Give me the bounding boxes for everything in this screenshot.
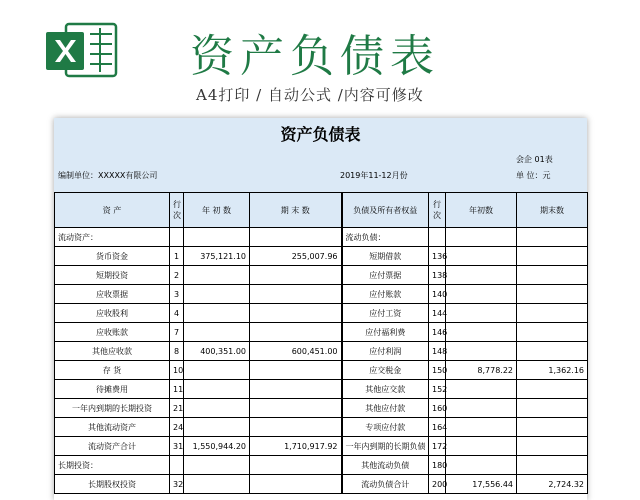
liability-line-no: 172 [429, 437, 446, 456]
asset-line-no: 31 [170, 437, 184, 456]
table-row [55, 247, 588, 266]
asset-end [250, 475, 342, 494]
table-row [55, 228, 588, 247]
liability-end [517, 228, 588, 247]
liability-name: 应付利润 [342, 342, 429, 361]
asset-name: 其他应收款 [55, 342, 170, 361]
asset-end [250, 228, 342, 247]
sheet-title: 资产负债表 [280, 125, 361, 144]
asset-line-no: 32 [170, 475, 184, 494]
asset-end [250, 456, 342, 475]
asset-begin [184, 285, 250, 304]
asset-line-no: 7 [170, 323, 184, 342]
table-row [55, 361, 588, 380]
asset-name: 应收票据 [55, 285, 170, 304]
col-begin-2: 年初数 [446, 193, 517, 228]
asset-end: 600,451.00 [250, 342, 342, 361]
table-row [55, 323, 588, 342]
asset-name: 待摊费用 [55, 380, 170, 399]
asset-name: 应收股利 [55, 304, 170, 323]
col-line-no-2: 行次 [429, 193, 446, 228]
liability-begin: 8,778.22 [446, 361, 517, 380]
asset-name: 长期投资： [55, 456, 170, 475]
asset-name: 其他流动资产 [55, 418, 170, 437]
liability-line-no: 152 [429, 380, 446, 399]
liability-end [517, 380, 588, 399]
sheet-header [54, 118, 587, 192]
asset-begin [184, 399, 250, 418]
liability-begin [446, 342, 517, 361]
liability-name: 应付账款 [342, 285, 429, 304]
col-end-2: 期末数 [517, 193, 588, 228]
asset-begin [184, 380, 250, 399]
liability-begin [446, 456, 517, 475]
asset-begin [184, 361, 250, 380]
asset-begin [184, 475, 250, 494]
liability-line-no: 140 [429, 285, 446, 304]
liability-line-no: 136 [429, 247, 446, 266]
table-row [55, 475, 588, 494]
liability-name: 流动负债： [342, 228, 429, 247]
asset-begin: 1,550,944.20 [184, 437, 250, 456]
asset-begin [184, 228, 250, 247]
col-asset: 资 产 [55, 193, 170, 228]
liability-end [517, 418, 588, 437]
col-end: 期 末 数 [250, 193, 342, 228]
table-row [55, 380, 588, 399]
liability-end [517, 266, 588, 285]
asset-begin [184, 304, 250, 323]
asset-line-no: 3 [170, 285, 184, 304]
asset-name: 长期股权投资 [55, 475, 170, 494]
liability-end [517, 342, 588, 361]
liability-name: 应付福利费 [342, 323, 429, 342]
liability-name: 应交税金 [342, 361, 429, 380]
asset-line-no [170, 228, 184, 247]
asset-end [250, 418, 342, 437]
liability-end [517, 437, 588, 456]
asset-end [250, 380, 342, 399]
report-date: 2019年11-12月份 [340, 171, 408, 180]
liability-end: 1,362.16 [517, 361, 588, 380]
liability-begin [446, 247, 517, 266]
liability-line-no: 164 [429, 418, 446, 437]
table-header-row [55, 193, 588, 228]
col-line-no: 行次 [170, 193, 184, 228]
liability-line-no: 160 [429, 399, 446, 418]
asset-line-no: 2 [170, 266, 184, 285]
asset-begin [184, 418, 250, 437]
asset-end [250, 323, 342, 342]
liability-line-no: 200 [429, 475, 446, 494]
asset-end [250, 304, 342, 323]
asset-end [250, 266, 342, 285]
table-row [55, 399, 588, 418]
liability-name: 其他应交款 [342, 380, 429, 399]
liability-line-no: 180 [429, 456, 446, 475]
table-row [55, 342, 588, 361]
asset-line-no: 21 [170, 399, 184, 418]
liability-begin [446, 228, 517, 247]
liability-line-no: 146 [429, 323, 446, 342]
asset-name: 一年内到期的长期投资 [55, 399, 170, 418]
form-number: 会企 01表 [516, 155, 553, 164]
liability-begin [446, 380, 517, 399]
company-unit: 编制单位：XXXXX有限公司 [58, 171, 158, 180]
liability-end: 2,724.32 [517, 475, 588, 494]
liability-line-no: 138 [429, 266, 446, 285]
asset-end [250, 361, 342, 380]
liability-end [517, 323, 588, 342]
asset-begin [184, 323, 250, 342]
liability-name: 其他流动负债 [342, 456, 429, 475]
currency-unit: 单 位：元 [516, 171, 551, 180]
asset-line-no: 8 [170, 342, 184, 361]
table-row [55, 418, 588, 437]
liability-end [517, 285, 588, 304]
liability-begin: 17,556.44 [446, 475, 517, 494]
page-subtitle: A4打印 / 自动公式 /内容可修改 [196, 86, 424, 104]
liability-line-no: 148 [429, 342, 446, 361]
asset-line-no [170, 456, 184, 475]
liability-line-no: 144 [429, 304, 446, 323]
asset-end: 1,710,917.92 [250, 437, 342, 456]
liability-begin [446, 304, 517, 323]
liability-name: 其他应付款 [342, 399, 429, 418]
liability-name: 专项应付款 [342, 418, 429, 437]
table-row [55, 304, 588, 323]
liability-end [517, 399, 588, 418]
asset-end: 255,007.96 [250, 247, 342, 266]
liability-name: 一年内到期的长期负债 [342, 437, 429, 456]
asset-line-no: 1 [170, 247, 184, 266]
table-row [55, 266, 588, 285]
asset-end [250, 285, 342, 304]
asset-name: 流动资产合计 [55, 437, 170, 456]
banner-header [0, 0, 640, 115]
liability-name: 应付工资 [342, 304, 429, 323]
excel-logo-icon [44, 22, 118, 78]
asset-line-no: 4 [170, 304, 184, 323]
balance-sheet-table [54, 192, 588, 494]
liability-line-no [429, 228, 446, 247]
asset-line-no: 11 [170, 380, 184, 399]
asset-name: 短期投资 [55, 266, 170, 285]
liability-begin [446, 437, 517, 456]
asset-name: 应收账款 [55, 323, 170, 342]
liability-end [517, 247, 588, 266]
liability-end [517, 456, 588, 475]
asset-begin: 375,121.10 [184, 247, 250, 266]
table-row [55, 437, 588, 456]
asset-end [250, 399, 342, 418]
asset-begin: 400,351.00 [184, 342, 250, 361]
asset-name: 货币资金 [55, 247, 170, 266]
liability-begin [446, 285, 517, 304]
liability-end [517, 304, 588, 323]
liability-line-no: 150 [429, 361, 446, 380]
table-row [55, 285, 588, 304]
col-liability: 负债及所有者权益 [342, 193, 429, 228]
liability-begin [446, 266, 517, 285]
col-begin: 年 初 数 [184, 193, 250, 228]
page-title: 资产负债表 [190, 31, 440, 82]
asset-begin [184, 266, 250, 285]
table-row [55, 456, 588, 475]
liability-name: 短期借款 [342, 247, 429, 266]
liability-begin [446, 399, 517, 418]
balance-sheet-preview [54, 118, 587, 500]
asset-line-no: 10 [170, 361, 184, 380]
asset-name: 存 货 [55, 361, 170, 380]
liability-begin [446, 418, 517, 437]
asset-name: 流动资产： [55, 228, 170, 247]
asset-begin [184, 456, 250, 475]
liability-name: 应付票据 [342, 266, 429, 285]
asset-line-no: 24 [170, 418, 184, 437]
liability-name: 流动负债合计 [342, 475, 429, 494]
liability-begin [446, 323, 517, 342]
